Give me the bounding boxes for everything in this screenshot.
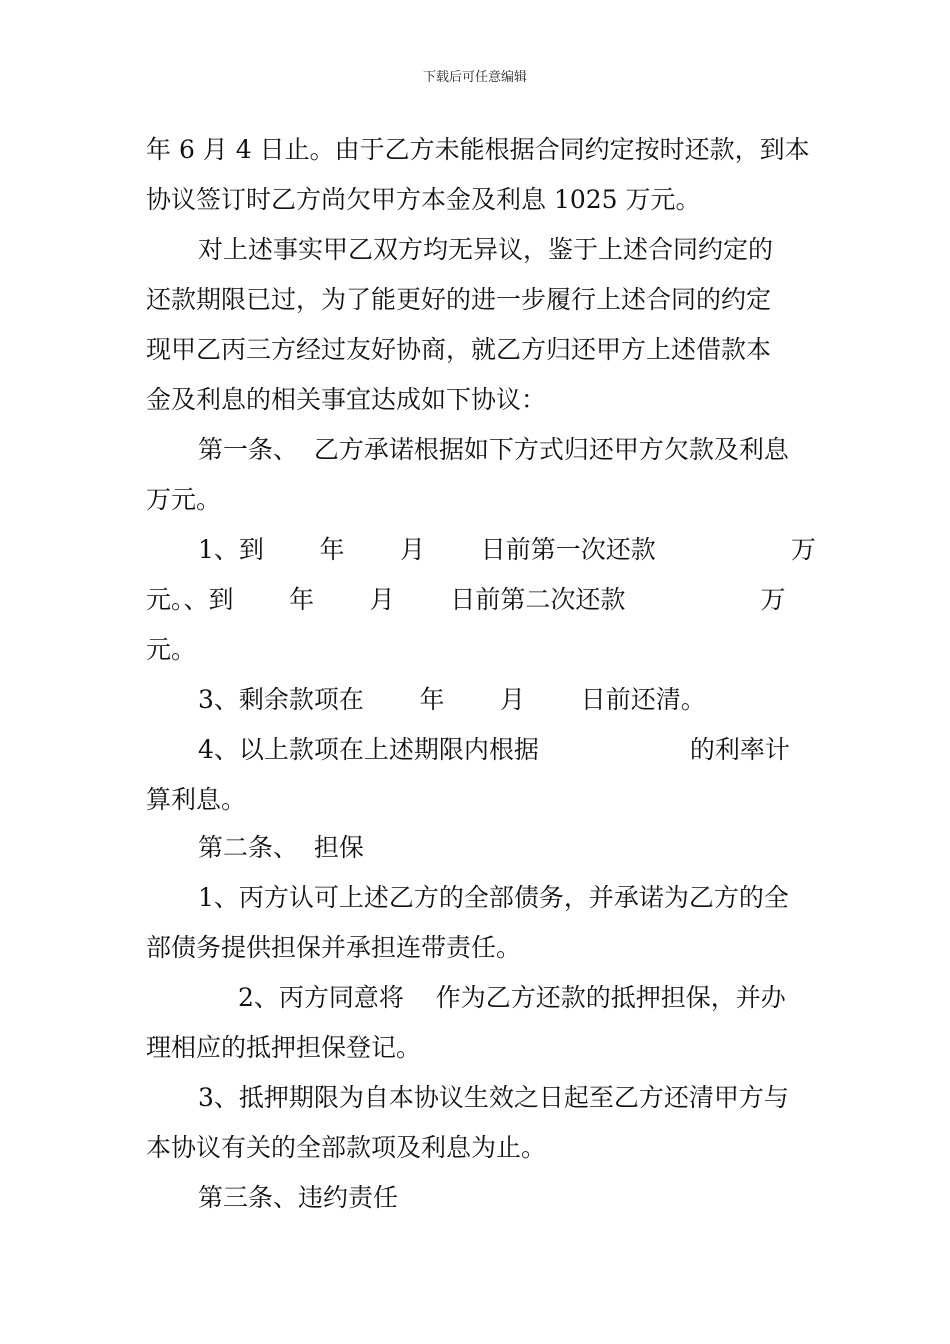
text-line: 1、丙方认可上述乙方的全部债务，并承诺为乙方的全 xyxy=(198,883,789,912)
text-line: 3、剩余款项在 年 月 日前还清。 xyxy=(198,685,706,714)
text-line: 对上述事实甲乙双方均无异议，鉴于上述合同约定的 xyxy=(198,235,774,264)
article-heading: 第一条、 乙方承诺根据如下方式归还甲方欠款及利息 xyxy=(198,435,789,464)
text-line: 4、以上款项在上述期限内根据 的利率计 xyxy=(198,735,790,764)
text-line: 金及利息的相关事宜达成如下协议： xyxy=(146,385,547,414)
article-heading: 第三条、违约责任 xyxy=(198,1183,399,1212)
text-line: 元。、到 年 月 日前第二次还款 万 xyxy=(146,585,786,614)
text-line: 1、到 年 月 日前第一次还款 万 xyxy=(198,535,816,564)
text-line: 年 6 月 4 日止。由于乙方未能根据合同约定按时还款，到本 xyxy=(146,135,810,164)
text-line: 理相应的抵押担保登记。 xyxy=(146,1033,422,1062)
text-line: 2、丙方同意将 作为乙方还款的抵押担保，并办 xyxy=(238,983,786,1012)
text-line: 还款期限已过，为了能更好的进一步履行上述合同的约定 xyxy=(146,285,772,314)
page-header: 下载后可任意编辑 xyxy=(422,70,527,85)
article-heading: 第二条、 担保 xyxy=(198,833,364,862)
text-line: 协议签订时乙方尚欠甲方本金及利息 1025 万元。 xyxy=(146,185,701,214)
text-line: 元。 xyxy=(146,635,197,664)
text-line: 万元。 xyxy=(146,485,222,514)
text-line: 本协议有关的全部款项及利息为止。 xyxy=(146,1133,547,1162)
text-line: 现甲乙丙三方经过友好协商，就乙方归还甲方上述借款本 xyxy=(146,335,772,364)
text-line: 部债务提供担保并承担连带责任。 xyxy=(146,933,522,962)
text-line: 算利息。 xyxy=(146,785,247,814)
text-line: 3、抵押期限为自本协议生效之日起至乙方还清甲方与 xyxy=(198,1083,789,1112)
